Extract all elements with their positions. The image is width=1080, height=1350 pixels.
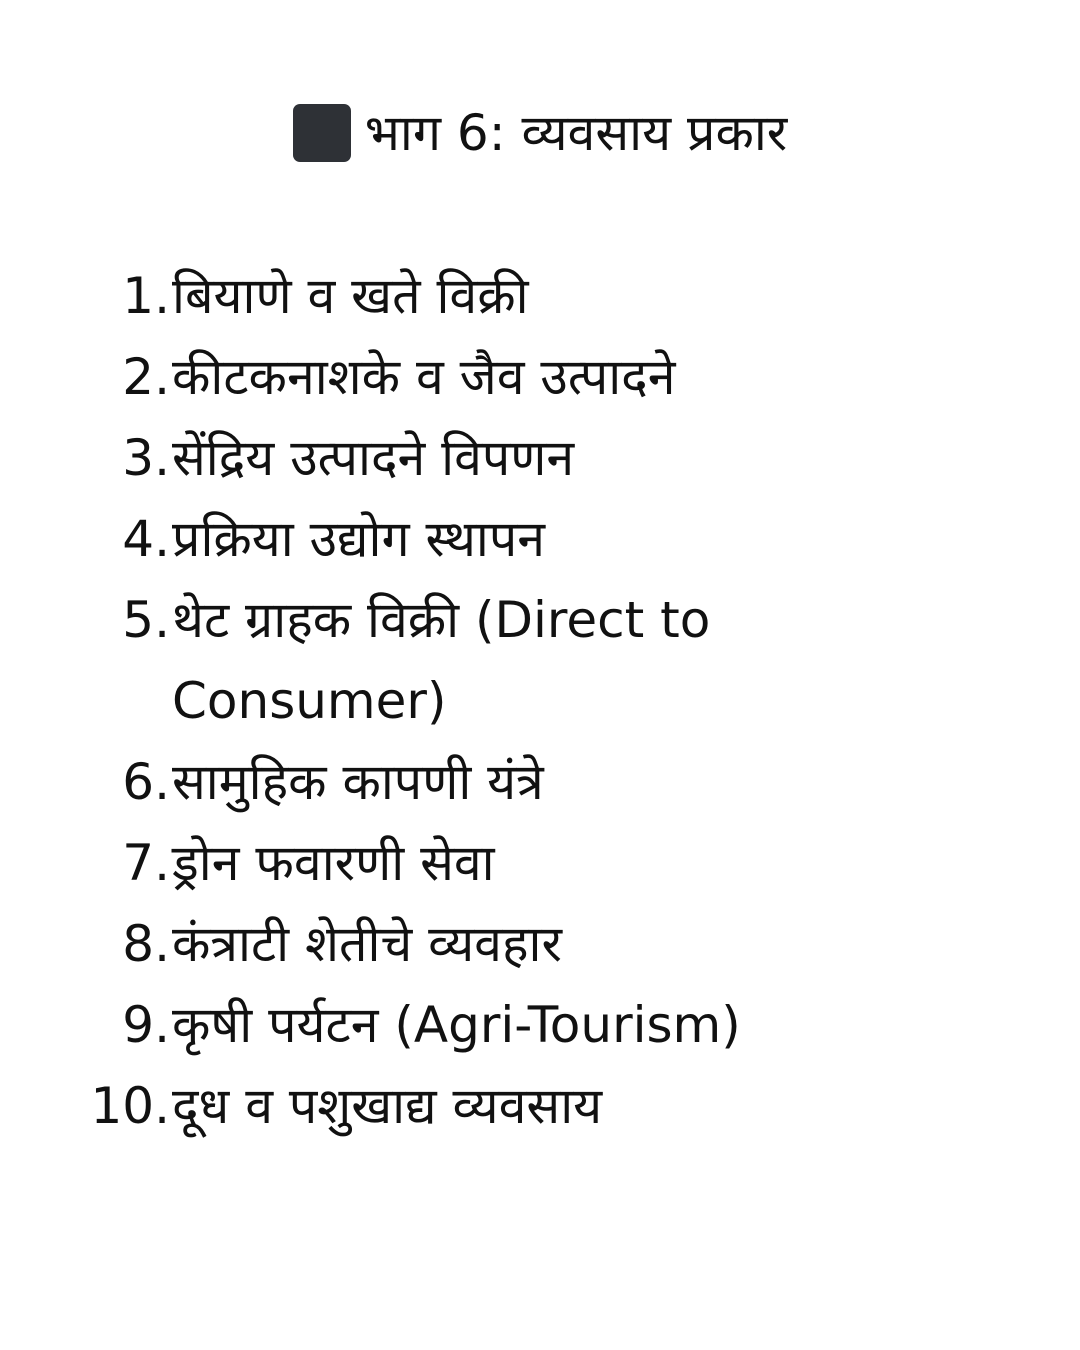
list-item-text: थेट ग्राहक विक्री (Direct to Consumer) xyxy=(172,591,711,730)
list-item xyxy=(0,1066,1080,1147)
list-item xyxy=(0,256,1080,337)
list-item-number: 1. xyxy=(122,267,170,325)
list-item xyxy=(0,742,1080,823)
list-item xyxy=(0,904,1080,985)
list-item xyxy=(0,337,1080,418)
list-item-text: सेंद्रिय उत्पादने विपणन xyxy=(172,429,575,487)
list-item-number: 4. xyxy=(122,510,170,568)
list-item-text: बियाणे व खते विक्री xyxy=(172,267,529,325)
list-item-text: ड्रोन फवारणी सेवा xyxy=(172,834,495,892)
list-item-text: कंत्राटी शेतीचे व्यवहार xyxy=(172,915,562,973)
list-item-number: 3. xyxy=(122,429,170,487)
list-item-number: 6. xyxy=(122,753,170,811)
list-item xyxy=(0,499,1080,580)
list-item-number: 7. xyxy=(122,834,170,892)
list-item xyxy=(0,580,1080,742)
list-item-number: 2. xyxy=(122,348,170,406)
list-item-number: 10. xyxy=(90,1077,170,1135)
list-item-text: प्रक्रिया उद्योग स्थापन xyxy=(172,510,546,568)
list-item-text: दूध व पशुखाद्य व्यवसाय xyxy=(172,1077,603,1135)
business-types-list xyxy=(0,256,1080,1147)
list-item xyxy=(0,418,1080,499)
list-item xyxy=(0,985,1080,1066)
section-heading xyxy=(0,100,1080,166)
list-item-text: सामुहिक कापणी यंत्रे xyxy=(172,753,544,811)
list-item-text: कीटकनाशके व जैव उत्पादने xyxy=(172,348,676,406)
dark-square-icon xyxy=(293,104,351,162)
list-item-number: 8. xyxy=(122,915,170,973)
list-item-number: 9. xyxy=(122,996,170,1054)
list-item-number: 5. xyxy=(122,591,170,649)
list-item xyxy=(0,823,1080,904)
list-item-text: कृषी पर्यटन (Agri-Tourism) xyxy=(172,996,741,1054)
heading-title: भाग 6: व्यवसाय प्रकार xyxy=(364,104,788,162)
